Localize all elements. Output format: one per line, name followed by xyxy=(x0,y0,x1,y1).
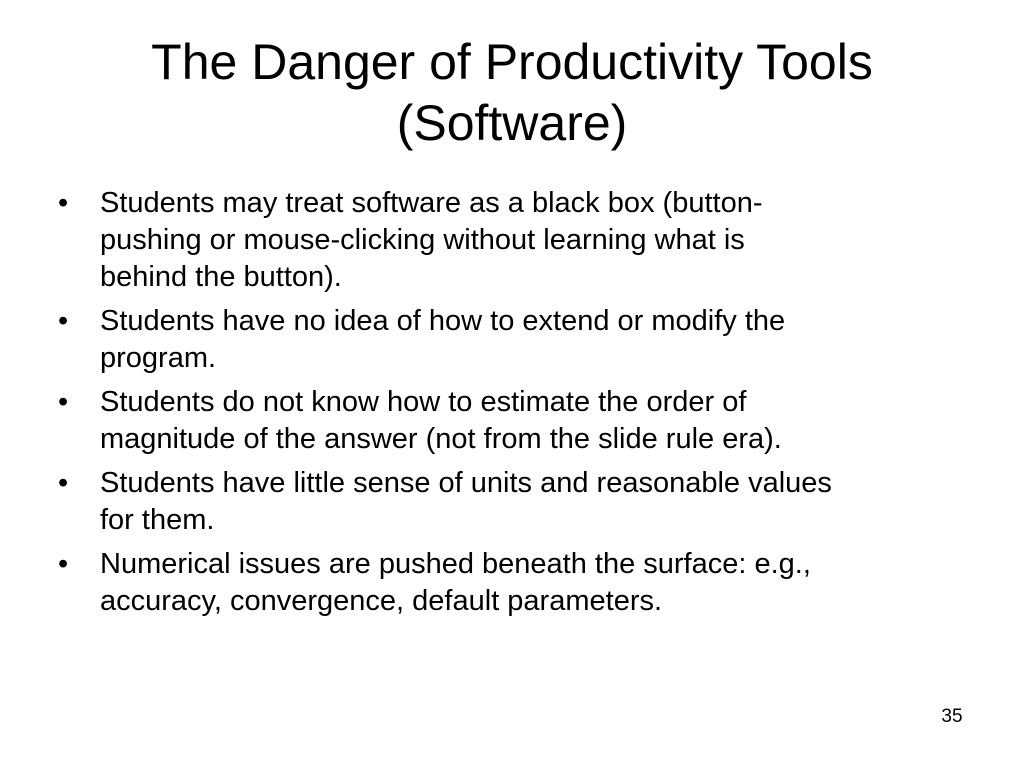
bullet-1-line-3: behind the button). xyxy=(100,261,342,293)
slide-title-line-2: (Software) xyxy=(396,95,628,151)
bullet-marker: • xyxy=(58,467,69,499)
bullet-list xyxy=(56,185,972,627)
bullet-1-line-1: Students may treat software as a black box (button- xyxy=(100,187,763,219)
bullet-item-2 xyxy=(56,303,972,377)
bullet-marker: • xyxy=(58,386,69,418)
bullet-4-line-2: for them. xyxy=(100,504,215,536)
page-number: 35 xyxy=(941,706,963,727)
bullet-2-line-1: Students have no idea of how to extend or modify the xyxy=(100,305,786,337)
bullet-item-1 xyxy=(56,185,972,296)
slide-title-line-1: The Danger of Productivity Tools xyxy=(151,34,873,90)
bullet-item-5 xyxy=(56,546,972,620)
bullet-2-line-2: program. xyxy=(100,342,217,374)
bullet-5-line-2: accuracy, convergence, default parameters. xyxy=(100,585,663,617)
bullet-5-line-1: Numerical issues are pushed beneath the surface: e.g., xyxy=(100,548,811,580)
bullet-1-line-2: pushing or mouse-clicking without learning what is xyxy=(100,224,745,256)
slide-title xyxy=(60,32,964,154)
bullet-3-line-1: Students do not know how to estimate the order of xyxy=(100,386,747,418)
bullet-marker: • xyxy=(58,305,69,337)
bullet-3-line-2: magnitude of the answer (not from the slide rule era). xyxy=(100,423,782,455)
bullet-item-3 xyxy=(56,384,972,458)
bullet-4-line-1: Students have little sense of units and reasonable values xyxy=(100,467,832,499)
bullet-marker: • xyxy=(58,187,69,219)
bullet-marker: • xyxy=(58,548,69,580)
bullet-item-4 xyxy=(56,465,972,539)
